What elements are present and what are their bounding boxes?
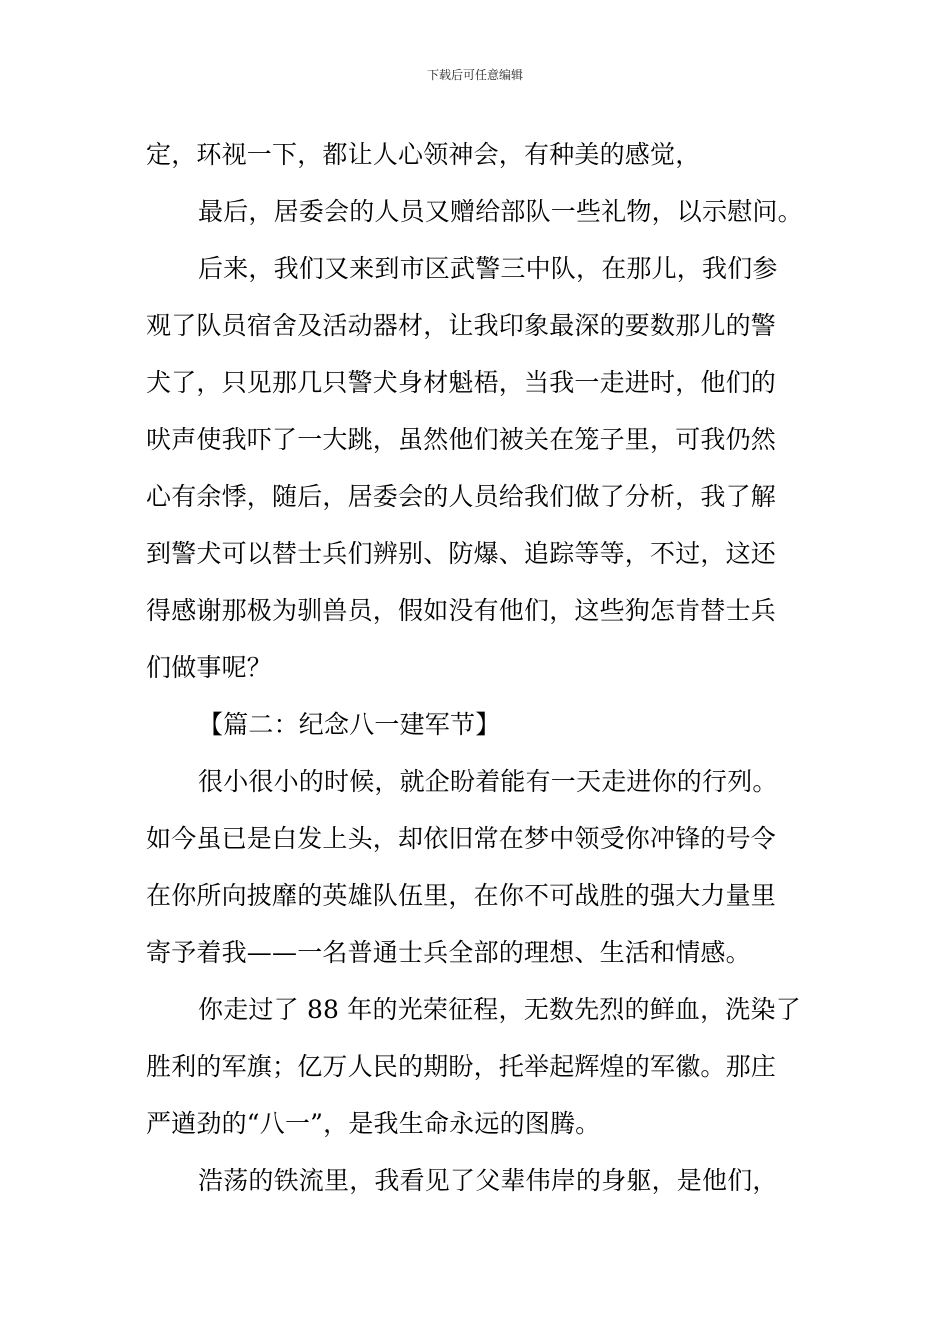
text-line: 很小很小的时候，就企盼着能有一天走进你的行列。 [198, 767, 778, 796]
text-line: 在你所向披靡的英雄队伍里，在你不可战胜的强大力量里 [146, 881, 777, 910]
text-line: 如今虽已是白发上头，却依旧常在梦中领受你冲锋的号令 [146, 824, 777, 853]
text-line: 得感谢那极为驯兽员，假如没有他们，这些狗怎肯替士兵 [146, 596, 777, 625]
text-line: 胜利的军旗；亿万人民的期盼，托举起辉煌的军徽。那庄 [146, 1052, 777, 1081]
text-line: 严遒劲的“八一”，是我生命永远的图腾。 [146, 1109, 601, 1138]
text-line: 你走过了 88 年的光荣征程，无数先烈的鲜血，洗染了 [198, 995, 801, 1024]
page-header: 下载后可任意编辑 [426, 68, 523, 82]
text-line: 寄予着我——一名普通士兵全部的理想、生活和情感。 [146, 938, 751, 967]
text-line: 到警犬可以替士兵们辨别、防爆、追踪等等，不过，这还 [146, 539, 777, 568]
text-line: 定，环视一下，都让人心领神会，有种美的感觉， [146, 140, 701, 169]
text-line: 犬了，只见那几只警犬身材魁梧，当我一走进时，他们的 [146, 368, 777, 397]
text-line: 们做事呢？ [146, 653, 273, 682]
text-line: 吠声使我吓了一大跳，虽然他们被关在笼子里，可我仍然 [146, 425, 777, 454]
text-line: 后来，我们又来到市区武警三中队，在那儿，我们参 [198, 254, 778, 283]
text-line: 浩荡的铁流里，我看见了父辈伟岸的身躯，是他们， [198, 1166, 778, 1195]
text-line: 最后，居委会的人员又赠给部队一些礼物，以示慰问。 [198, 197, 803, 226]
text-line: 观了队员宿舍及活动器材，让我印象最深的要数那儿的警 [146, 311, 777, 340]
text-line: 心有余悸，随后，居委会的人员给我们做了分析，我了解 [146, 482, 777, 511]
section-heading: 【篇二：纪念八一建军节】 [198, 710, 501, 739]
document-body [146, 126, 808, 1209]
